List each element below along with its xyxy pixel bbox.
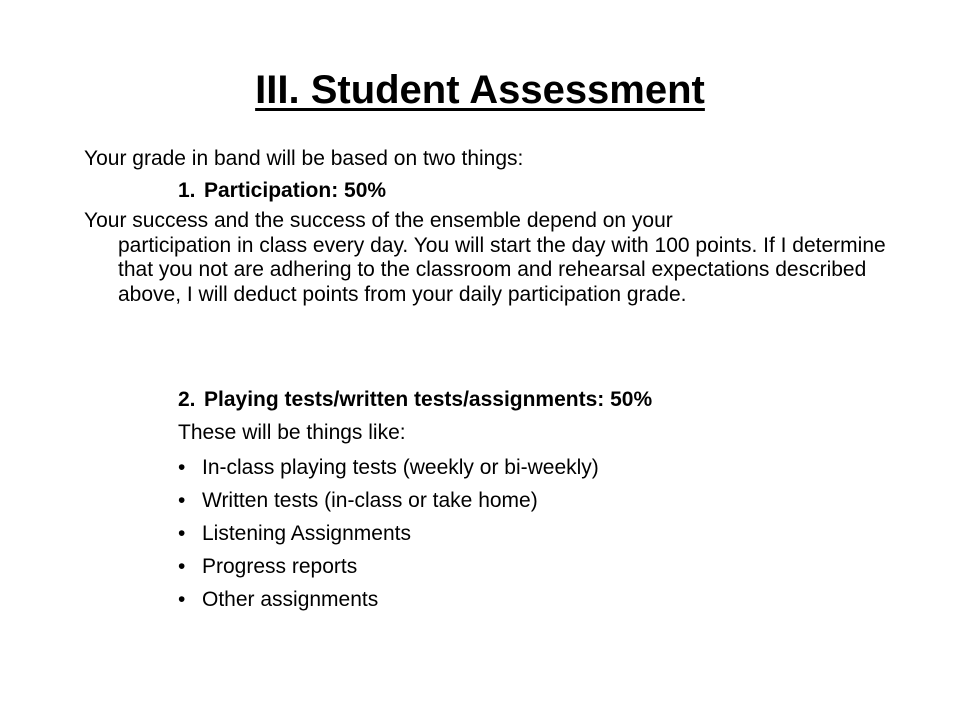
list-item	[178, 554, 357, 579]
list-item	[178, 587, 378, 612]
participation-paragraph	[84, 209, 904, 307]
bullet-icon: •	[178, 588, 186, 611]
list-item	[178, 455, 599, 480]
slide-title: III. Student Assessment	[255, 68, 705, 112]
list-number: 1.	[178, 179, 196, 202]
list-item-tests	[178, 387, 652, 412]
bullet-icon: •	[178, 489, 186, 512]
bullet-text: Progress reports	[202, 555, 358, 578]
bullet-text: Other assignments	[202, 588, 379, 611]
list-number: 2.	[178, 388, 196, 411]
paragraph-continuation: participation in class every day. You will start the day with 100 points. If I determine that you not are adhering to the classroom and rehearsal expectations described above, I will deduct points from your daily participation grade.	[118, 233, 886, 306]
bullet-icon: •	[178, 522, 186, 545]
bullet-text: Listening Assignments	[202, 522, 411, 545]
bullet-text: Written tests (in-class or take home)	[202, 489, 538, 512]
participation-heading: Participation: 50%	[204, 179, 387, 202]
bullet-text: In-class playing tests (weekly or bi-weekly)	[202, 456, 599, 479]
intro-text: Your grade in band will be based on two things:	[84, 147, 524, 170]
paragraph-first-line: Your success and the success of the ensemble depend on your	[84, 209, 673, 232]
list-item-participation	[178, 178, 386, 203]
things-like-text: These will be things like:	[178, 421, 406, 444]
bullet-icon: •	[178, 555, 186, 578]
list-item	[178, 521, 411, 546]
bullet-icon: •	[178, 456, 186, 479]
tests-heading: Playing tests/written tests/assignments: 50%	[204, 388, 653, 411]
list-item	[178, 488, 538, 513]
